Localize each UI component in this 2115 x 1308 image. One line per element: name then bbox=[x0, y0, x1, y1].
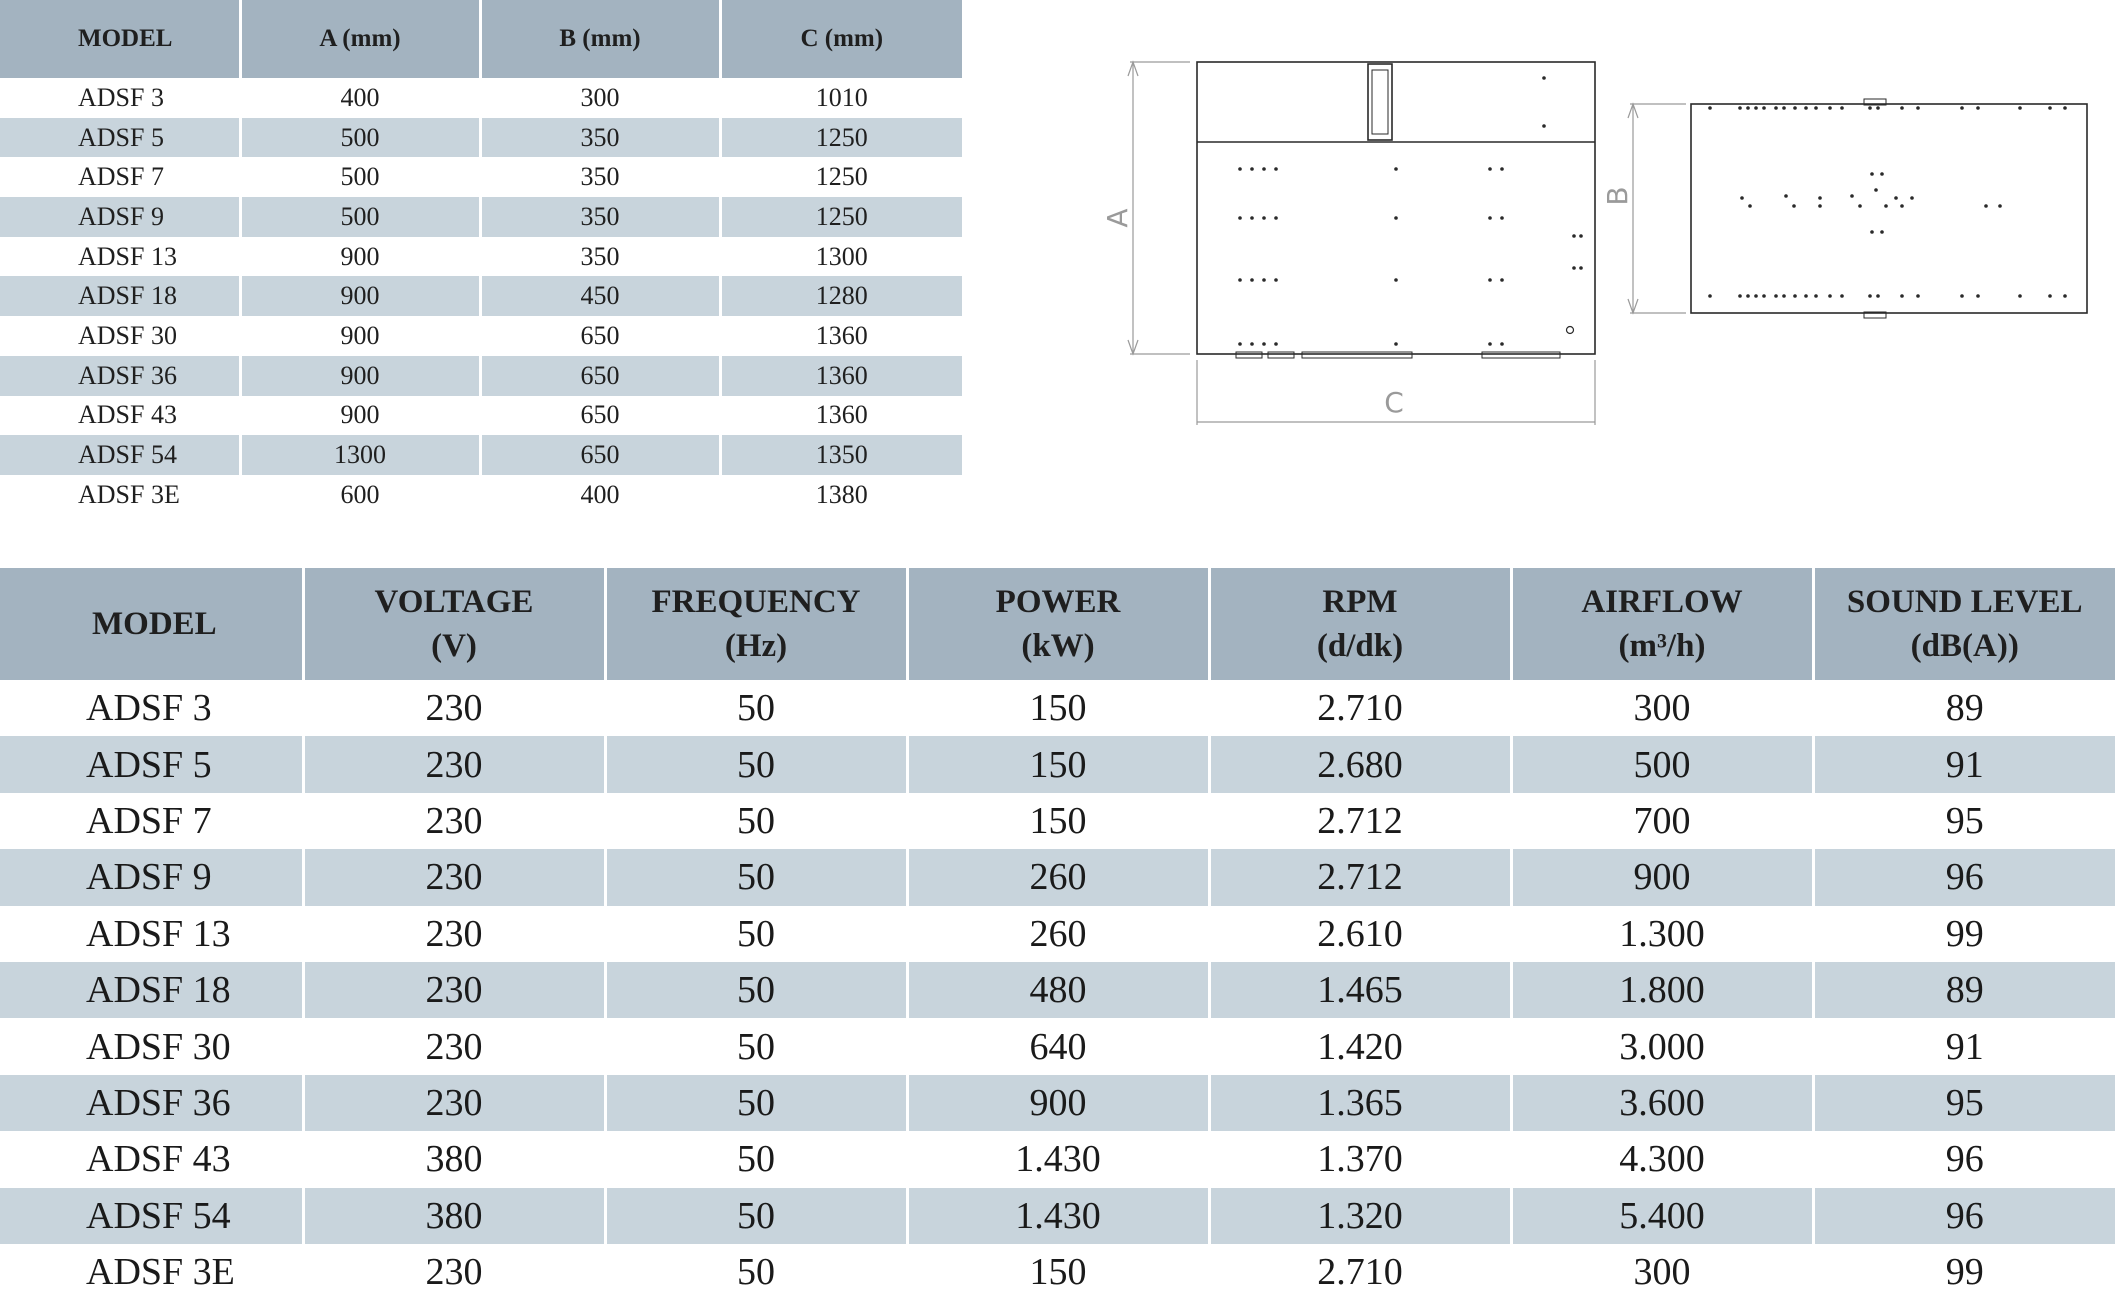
specifications-value-cell: 230 bbox=[303, 962, 605, 1018]
rivet-dot bbox=[1876, 106, 1880, 110]
dimensions-row bbox=[0, 197, 962, 237]
specifications-column-header bbox=[1511, 568, 1813, 680]
specifications-value-cell: 50 bbox=[605, 1244, 907, 1300]
rivet-dot bbox=[2048, 106, 2052, 110]
header-unit: (Hz) bbox=[724, 628, 788, 664]
specifications-value-cell: 1.430 bbox=[907, 1131, 1209, 1187]
specifications-value-cell: 91 bbox=[1945, 1025, 1984, 1068]
dimensions-value-cell: 900 bbox=[240, 276, 480, 316]
knob-icon bbox=[1567, 327, 1574, 334]
specifications-value-cell: 50 bbox=[605, 962, 907, 1018]
dimensions-value-cell: 500 bbox=[240, 118, 480, 158]
rivet-dot bbox=[1868, 106, 1872, 110]
side-view-body bbox=[1691, 104, 2087, 313]
dimensions-row bbox=[0, 78, 962, 118]
dimensions-column-header: C (mm) bbox=[720, 0, 962, 78]
dimensions-column-header: MODEL bbox=[0, 0, 240, 78]
dimensions-value-cell: 1380 bbox=[815, 479, 868, 509]
dimensions-column-header: A (mm) bbox=[240, 0, 480, 78]
specifications-value-cell: 96 bbox=[1945, 1138, 1984, 1181]
rivet-dot bbox=[1754, 106, 1758, 110]
header-label: MODEL bbox=[92, 606, 217, 642]
header-label: AIRFLOW bbox=[1581, 584, 1743, 620]
specifications-value-cell: 230 bbox=[303, 736, 605, 792]
dimension-label-c: C bbox=[1384, 386, 1404, 419]
rivet-dot bbox=[1818, 196, 1822, 200]
rivet-dot bbox=[1262, 216, 1266, 220]
rivet-dot bbox=[1998, 204, 2002, 208]
dimensions-header-row bbox=[0, 0, 962, 78]
dimensions-value-cell: 650 bbox=[480, 396, 720, 436]
rivet-dot bbox=[1876, 294, 1880, 298]
rivet-dot bbox=[1238, 278, 1242, 282]
dimensions-row bbox=[0, 157, 962, 197]
specifications-column-header bbox=[907, 568, 1209, 680]
rivet-dot bbox=[1880, 230, 1884, 234]
dimensions-value-cell: 350 bbox=[480, 157, 720, 197]
dimensions-value-cell: 900 bbox=[240, 356, 480, 396]
dimensions-value-cell: 650 bbox=[480, 435, 720, 475]
dimensions-value-cell: 600 bbox=[240, 475, 480, 515]
rivet-dot bbox=[1858, 204, 1862, 208]
dimensions-value-cell: 1250 bbox=[720, 118, 962, 158]
dimensions-model-cell: ADSF 3E bbox=[0, 475, 240, 515]
specifications-value-cell: 230 bbox=[303, 1075, 605, 1131]
specifications-value-cell: 2.680 bbox=[1209, 736, 1511, 792]
dimension-drawing bbox=[1090, 50, 2100, 435]
specifications-value-cell: 230 bbox=[303, 793, 605, 849]
rivet-dot bbox=[1793, 294, 1797, 298]
specifications-value-cell: 150 bbox=[907, 680, 1209, 736]
header-unit: (d/dk) bbox=[1316, 628, 1404, 664]
dimensions-value-cell: 450 bbox=[480, 276, 720, 316]
dimensions-value-cell: 500 bbox=[240, 157, 480, 197]
dimensions-value-cell: 400 bbox=[240, 78, 480, 118]
dimensions-value-cell: 900 bbox=[240, 237, 480, 277]
dimensions-value-cell: 1300 bbox=[240, 435, 480, 475]
rivet-dot bbox=[1870, 172, 1874, 176]
rivet-dot bbox=[1960, 294, 1964, 298]
rivet-dot bbox=[1572, 234, 1576, 238]
specifications-row bbox=[0, 1131, 2115, 1187]
specifications-row bbox=[0, 680, 2115, 736]
rivet-dot bbox=[1250, 167, 1254, 171]
specifications-value-cell: 95 bbox=[1945, 799, 1984, 842]
rivet-dot bbox=[1746, 294, 1750, 298]
header-label: RPM bbox=[1322, 584, 1398, 620]
specifications-value-cell: 50 bbox=[605, 906, 907, 962]
specifications-value-cell: 700 bbox=[1511, 793, 1813, 849]
rivet-dot bbox=[1868, 294, 1872, 298]
rivet-dot bbox=[1262, 342, 1266, 346]
dimensions-model-cell: ADSF 30 bbox=[0, 316, 240, 356]
rivet-dot bbox=[1394, 342, 1398, 346]
specifications-row bbox=[0, 1244, 2115, 1300]
dimensions-model-cell: ADSF 54 bbox=[0, 435, 240, 475]
specifications-value-cell: 1.430 bbox=[907, 1188, 1209, 1244]
rivet-dot bbox=[1394, 278, 1398, 282]
rivet-dot bbox=[1900, 106, 1904, 110]
specifications-column-header bbox=[605, 568, 907, 680]
dimensions-model-cell: ADSF 3 bbox=[0, 78, 240, 118]
specifications-value-cell: 1.465 bbox=[1209, 962, 1511, 1018]
rivet-dot bbox=[1976, 106, 1980, 110]
rivet-dot bbox=[2018, 294, 2022, 298]
rivet-dot bbox=[1900, 294, 1904, 298]
rivet-dot bbox=[1916, 294, 1920, 298]
rivet-dot bbox=[1746, 106, 1750, 110]
specifications-value-cell: 260 bbox=[907, 849, 1209, 905]
dimensions-model-cell: ADSF 36 bbox=[0, 356, 240, 396]
specifications-value-cell: 50 bbox=[605, 680, 907, 736]
rivet-dot bbox=[1774, 294, 1778, 298]
specifications-value-cell: 50 bbox=[605, 1188, 907, 1244]
rivet-dot bbox=[1814, 294, 1818, 298]
rivet-dot bbox=[1572, 266, 1576, 270]
dimensions-model-cell: ADSF 7 bbox=[0, 157, 240, 197]
specifications-value-cell: 1.300 bbox=[1511, 906, 1813, 962]
dimensions-model-cell: ADSF 5 bbox=[0, 118, 240, 158]
rivet-dot bbox=[1984, 204, 1988, 208]
rivet-dot bbox=[1238, 342, 1242, 346]
rivet-dot bbox=[1488, 278, 1492, 282]
rivet-dot bbox=[1250, 278, 1254, 282]
rivet-dot bbox=[1870, 230, 1874, 234]
specifications-value-cell: 99 bbox=[1945, 1251, 1984, 1294]
rivet-dot bbox=[1774, 106, 1778, 110]
specifications-value-cell: 50 bbox=[605, 1018, 907, 1074]
rivet-dot bbox=[1738, 106, 1742, 110]
dimensions-model-cell: ADSF 43 bbox=[0, 396, 240, 436]
specifications-value-cell: 89 bbox=[1945, 687, 1984, 730]
rivet-dot bbox=[1274, 342, 1278, 346]
specifications-row bbox=[0, 1075, 2115, 1131]
rivet-dot bbox=[2063, 294, 2067, 298]
specifications-row bbox=[0, 906, 2115, 962]
specifications-model-cell: ADSF 5 bbox=[0, 736, 303, 792]
dimensions-model-cell: ADSF 9 bbox=[0, 197, 240, 237]
specifications-value-cell: 50 bbox=[605, 849, 907, 905]
specifications-model-cell: ADSF 43 bbox=[0, 1131, 303, 1187]
dimensions-value-cell: 300 bbox=[480, 78, 720, 118]
rivet-dot bbox=[1792, 204, 1796, 208]
dimensions-row bbox=[0, 237, 962, 277]
rivet-dot bbox=[2063, 106, 2067, 110]
specifications-value-cell: 2.712 bbox=[1209, 793, 1511, 849]
dimensions-row bbox=[0, 475, 962, 515]
rivet-dot bbox=[1738, 294, 1742, 298]
specifications-model-cell: ADSF 7 bbox=[0, 793, 303, 849]
specifications-value-cell: 380 bbox=[303, 1188, 605, 1244]
rivet-dot bbox=[1894, 196, 1898, 200]
specifications-value-cell: 96 bbox=[1813, 1188, 2115, 1244]
specifications-value-cell: 480 bbox=[907, 962, 1209, 1018]
rivet-dot bbox=[1488, 167, 1492, 171]
specifications-value-cell: 2.710 bbox=[1209, 1244, 1511, 1300]
specifications-value-cell: 91 bbox=[1813, 736, 2115, 792]
dimension-label-a: A bbox=[1101, 208, 1134, 228]
rivet-dot bbox=[1762, 106, 1766, 110]
specifications-column-header bbox=[0, 568, 303, 680]
specifications-value-cell: 230 bbox=[303, 849, 605, 905]
specifications-value-cell: 230 bbox=[303, 906, 605, 962]
dimensions-value-cell: 1360 bbox=[720, 356, 962, 396]
specifications-row bbox=[0, 1018, 2115, 1074]
rivet-dot bbox=[1579, 234, 1583, 238]
specifications-value-cell: 150 bbox=[907, 793, 1209, 849]
specifications-value-cell: 50 bbox=[605, 1075, 907, 1131]
specifications-value-cell: 50 bbox=[605, 793, 907, 849]
rivet-dot bbox=[1500, 167, 1504, 171]
rivet-dot bbox=[2048, 294, 2052, 298]
dimensions-value-cell: 650 bbox=[480, 316, 720, 356]
specifications-value-cell: 640 bbox=[907, 1018, 1209, 1074]
specifications-value-cell: 5.400 bbox=[1511, 1188, 1813, 1244]
dimensions-value-cell: 350 bbox=[480, 237, 720, 277]
specifications-value-cell: 1.370 bbox=[1209, 1131, 1511, 1187]
specifications-value-cell: 230 bbox=[303, 1018, 605, 1074]
specifications-value-cell: 150 bbox=[907, 1244, 1209, 1300]
rivet-dot bbox=[1804, 106, 1808, 110]
specifications-value-cell: 50 bbox=[605, 736, 907, 792]
specifications-value-cell: 2.710 bbox=[1209, 680, 1511, 736]
specifications-value-cell: 3.600 bbox=[1511, 1075, 1813, 1131]
specifications-value-cell: 1.365 bbox=[1209, 1075, 1511, 1131]
specifications-value-cell: 95 bbox=[1813, 1075, 2115, 1131]
rivet-dot bbox=[1748, 204, 1752, 208]
dimensions-model-cell: ADSF 13 bbox=[0, 237, 240, 277]
rivet-dot bbox=[1274, 167, 1278, 171]
rivet-dot bbox=[1708, 294, 1712, 298]
header-unit: (kW) bbox=[1021, 628, 1095, 664]
rivet-dot bbox=[1488, 342, 1492, 346]
specifications-row bbox=[0, 736, 2115, 792]
rivet-dot bbox=[1782, 106, 1786, 110]
header-label: POWER bbox=[995, 584, 1121, 620]
rivet-dot bbox=[1880, 172, 1884, 176]
dimensions-value-cell: 1010 bbox=[815, 82, 868, 112]
header-unit: (m³/h) bbox=[1618, 628, 1706, 664]
dimensions-value-cell: 900 bbox=[240, 316, 480, 356]
dimensions-row bbox=[0, 356, 962, 396]
rivet-dot bbox=[1394, 167, 1398, 171]
rivet-dot bbox=[1960, 106, 1964, 110]
specifications-value-cell: 1.420 bbox=[1209, 1018, 1511, 1074]
specifications-body bbox=[0, 680, 2115, 1300]
rivet-dots bbox=[1238, 76, 2067, 346]
specifications-row bbox=[0, 793, 2115, 849]
rivet-dot bbox=[1840, 106, 1844, 110]
rivet-dot bbox=[1394, 216, 1398, 220]
specifications-row bbox=[0, 962, 2115, 1018]
dimensions-value-cell: 500 bbox=[240, 197, 480, 237]
rivet-dot bbox=[1250, 216, 1254, 220]
specifications-value-cell: 50 bbox=[605, 1131, 907, 1187]
front-view-body bbox=[1197, 62, 1595, 354]
dimensions-value-cell: 350 bbox=[480, 118, 720, 158]
specifications-value-cell: 230 bbox=[303, 680, 605, 736]
dimensions-model-cell: ADSF 18 bbox=[0, 276, 240, 316]
rivet-dot bbox=[1250, 342, 1254, 346]
rivet-dot bbox=[1579, 266, 1583, 270]
rivet-dot bbox=[1542, 76, 1546, 80]
dimension-label-b: B bbox=[1601, 186, 1634, 206]
rivet-dot bbox=[1900, 204, 1904, 208]
rivet-dot bbox=[1500, 342, 1504, 346]
rivet-dot bbox=[1274, 278, 1278, 282]
rivet-dot bbox=[1814, 106, 1818, 110]
dimensions-value-cell: 1360 bbox=[815, 320, 868, 350]
rivet-dot bbox=[1804, 294, 1808, 298]
rivet-dot bbox=[1238, 167, 1242, 171]
specifications-value-cell: 1.320 bbox=[1209, 1188, 1511, 1244]
rivet-dot bbox=[1500, 216, 1504, 220]
specifications-row bbox=[0, 1188, 2115, 1244]
rivet-dot bbox=[1262, 167, 1266, 171]
rivet-dot bbox=[1708, 106, 1712, 110]
header-label: VOLTAGE bbox=[374, 584, 534, 620]
specifications-value-cell: 89 bbox=[1813, 962, 2115, 1018]
rivet-dot bbox=[1828, 106, 1832, 110]
specifications-model-cell: ADSF 13 bbox=[0, 906, 303, 962]
dimensions-value-cell: 1250 bbox=[720, 197, 962, 237]
dimensions-value-cell: 1300 bbox=[815, 241, 868, 271]
specifications-value-cell: 1.800 bbox=[1511, 962, 1813, 1018]
rivet-dot bbox=[1238, 216, 1242, 220]
rivet-dot bbox=[1828, 294, 1832, 298]
rivet-dot bbox=[1740, 196, 1744, 200]
rivet-dot bbox=[1916, 106, 1920, 110]
rivet-dot bbox=[1784, 194, 1788, 198]
dimensions-value-cell: 350 bbox=[480, 197, 720, 237]
rivet-dot bbox=[1840, 294, 1844, 298]
rivet-dot bbox=[1818, 204, 1822, 208]
specifications-value-cell: 150 bbox=[907, 736, 1209, 792]
specifications-value-cell: 4.300 bbox=[1511, 1131, 1813, 1187]
specifications-column-header bbox=[1209, 568, 1511, 680]
specifications-model-cell: ADSF 18 bbox=[0, 962, 303, 1018]
header-unit: (V) bbox=[431, 628, 477, 664]
specifications-value-cell: 230 bbox=[303, 1244, 605, 1300]
rivet-dot bbox=[1762, 294, 1766, 298]
rivet-dot bbox=[1976, 294, 1980, 298]
specifications-value-cell: 260 bbox=[907, 906, 1209, 962]
specifications-column-header bbox=[303, 568, 605, 680]
header-unit: (dB(A)) bbox=[1910, 628, 2019, 664]
rivet-dot bbox=[2018, 106, 2022, 110]
rivet-dot bbox=[1884, 204, 1888, 208]
specifications-row bbox=[0, 849, 2115, 905]
specifications-value-cell: 300 bbox=[1511, 1244, 1813, 1300]
specifications-model-cell: ADSF 3E bbox=[0, 1244, 303, 1300]
rivet-dot bbox=[1274, 216, 1278, 220]
specifications-value-cell: 380 bbox=[303, 1131, 605, 1187]
header-label: SOUND LEVEL bbox=[1846, 584, 2083, 620]
specifications-value-cell: 500 bbox=[1511, 736, 1813, 792]
specifications-column-header bbox=[1813, 568, 2115, 680]
specifications-model-cell: ADSF 3 bbox=[0, 680, 303, 736]
rivet-dot bbox=[1488, 216, 1492, 220]
specifications-value-cell: 99 bbox=[1945, 912, 1984, 955]
rivet-dot bbox=[1874, 188, 1878, 192]
specifications-value-cell: 2.712 bbox=[1209, 849, 1511, 905]
specifications-value-cell: 900 bbox=[1511, 849, 1813, 905]
dimensions-value-cell: 1360 bbox=[815, 400, 868, 430]
dimensions-value-cell: 1350 bbox=[720, 435, 962, 475]
specifications-header-row bbox=[0, 568, 2115, 680]
specifications-model-cell: ADSF 9 bbox=[0, 849, 303, 905]
dimensions-row bbox=[0, 396, 962, 436]
specifications-value-cell: 3.000 bbox=[1511, 1018, 1813, 1074]
header-label: FREQUENCY bbox=[651, 584, 861, 620]
specifications-table bbox=[0, 568, 2115, 1300]
rivet-dot bbox=[1793, 106, 1797, 110]
dimensions-value-cell: 1280 bbox=[720, 276, 962, 316]
rivet-dot bbox=[1910, 196, 1914, 200]
dimensions-row bbox=[0, 435, 962, 475]
specifications-model-cell: ADSF 30 bbox=[0, 1018, 303, 1074]
specifications-model-cell: ADSF 54 bbox=[0, 1188, 303, 1244]
dimensions-table bbox=[0, 0, 962, 515]
dimensions-value-cell: 900 bbox=[240, 396, 480, 436]
dimensions-body bbox=[0, 78, 962, 515]
rivet-dot bbox=[1262, 278, 1266, 282]
dimensions-row bbox=[0, 276, 962, 316]
dimensions-column-header: B (mm) bbox=[480, 0, 720, 78]
specifications-value-cell: 96 bbox=[1813, 849, 2115, 905]
specifications-model-cell: ADSF 36 bbox=[0, 1075, 303, 1131]
rivet-dot bbox=[1500, 278, 1504, 282]
dimensions-value-cell: 1250 bbox=[815, 162, 868, 192]
dimensions-row bbox=[0, 118, 962, 158]
rivet-dot bbox=[1542, 124, 1546, 128]
dimensions-row bbox=[0, 316, 962, 356]
specifications-value-cell: 2.610 bbox=[1209, 906, 1511, 962]
rivet-dot bbox=[1782, 294, 1786, 298]
rivet-dot bbox=[1850, 194, 1854, 198]
specifications-value-cell: 300 bbox=[1511, 680, 1813, 736]
specifications-value-cell: 900 bbox=[907, 1075, 1209, 1131]
dimensions-value-cell: 650 bbox=[480, 356, 720, 396]
dimensions-value-cell: 400 bbox=[480, 475, 720, 515]
rivet-dot bbox=[1754, 294, 1758, 298]
